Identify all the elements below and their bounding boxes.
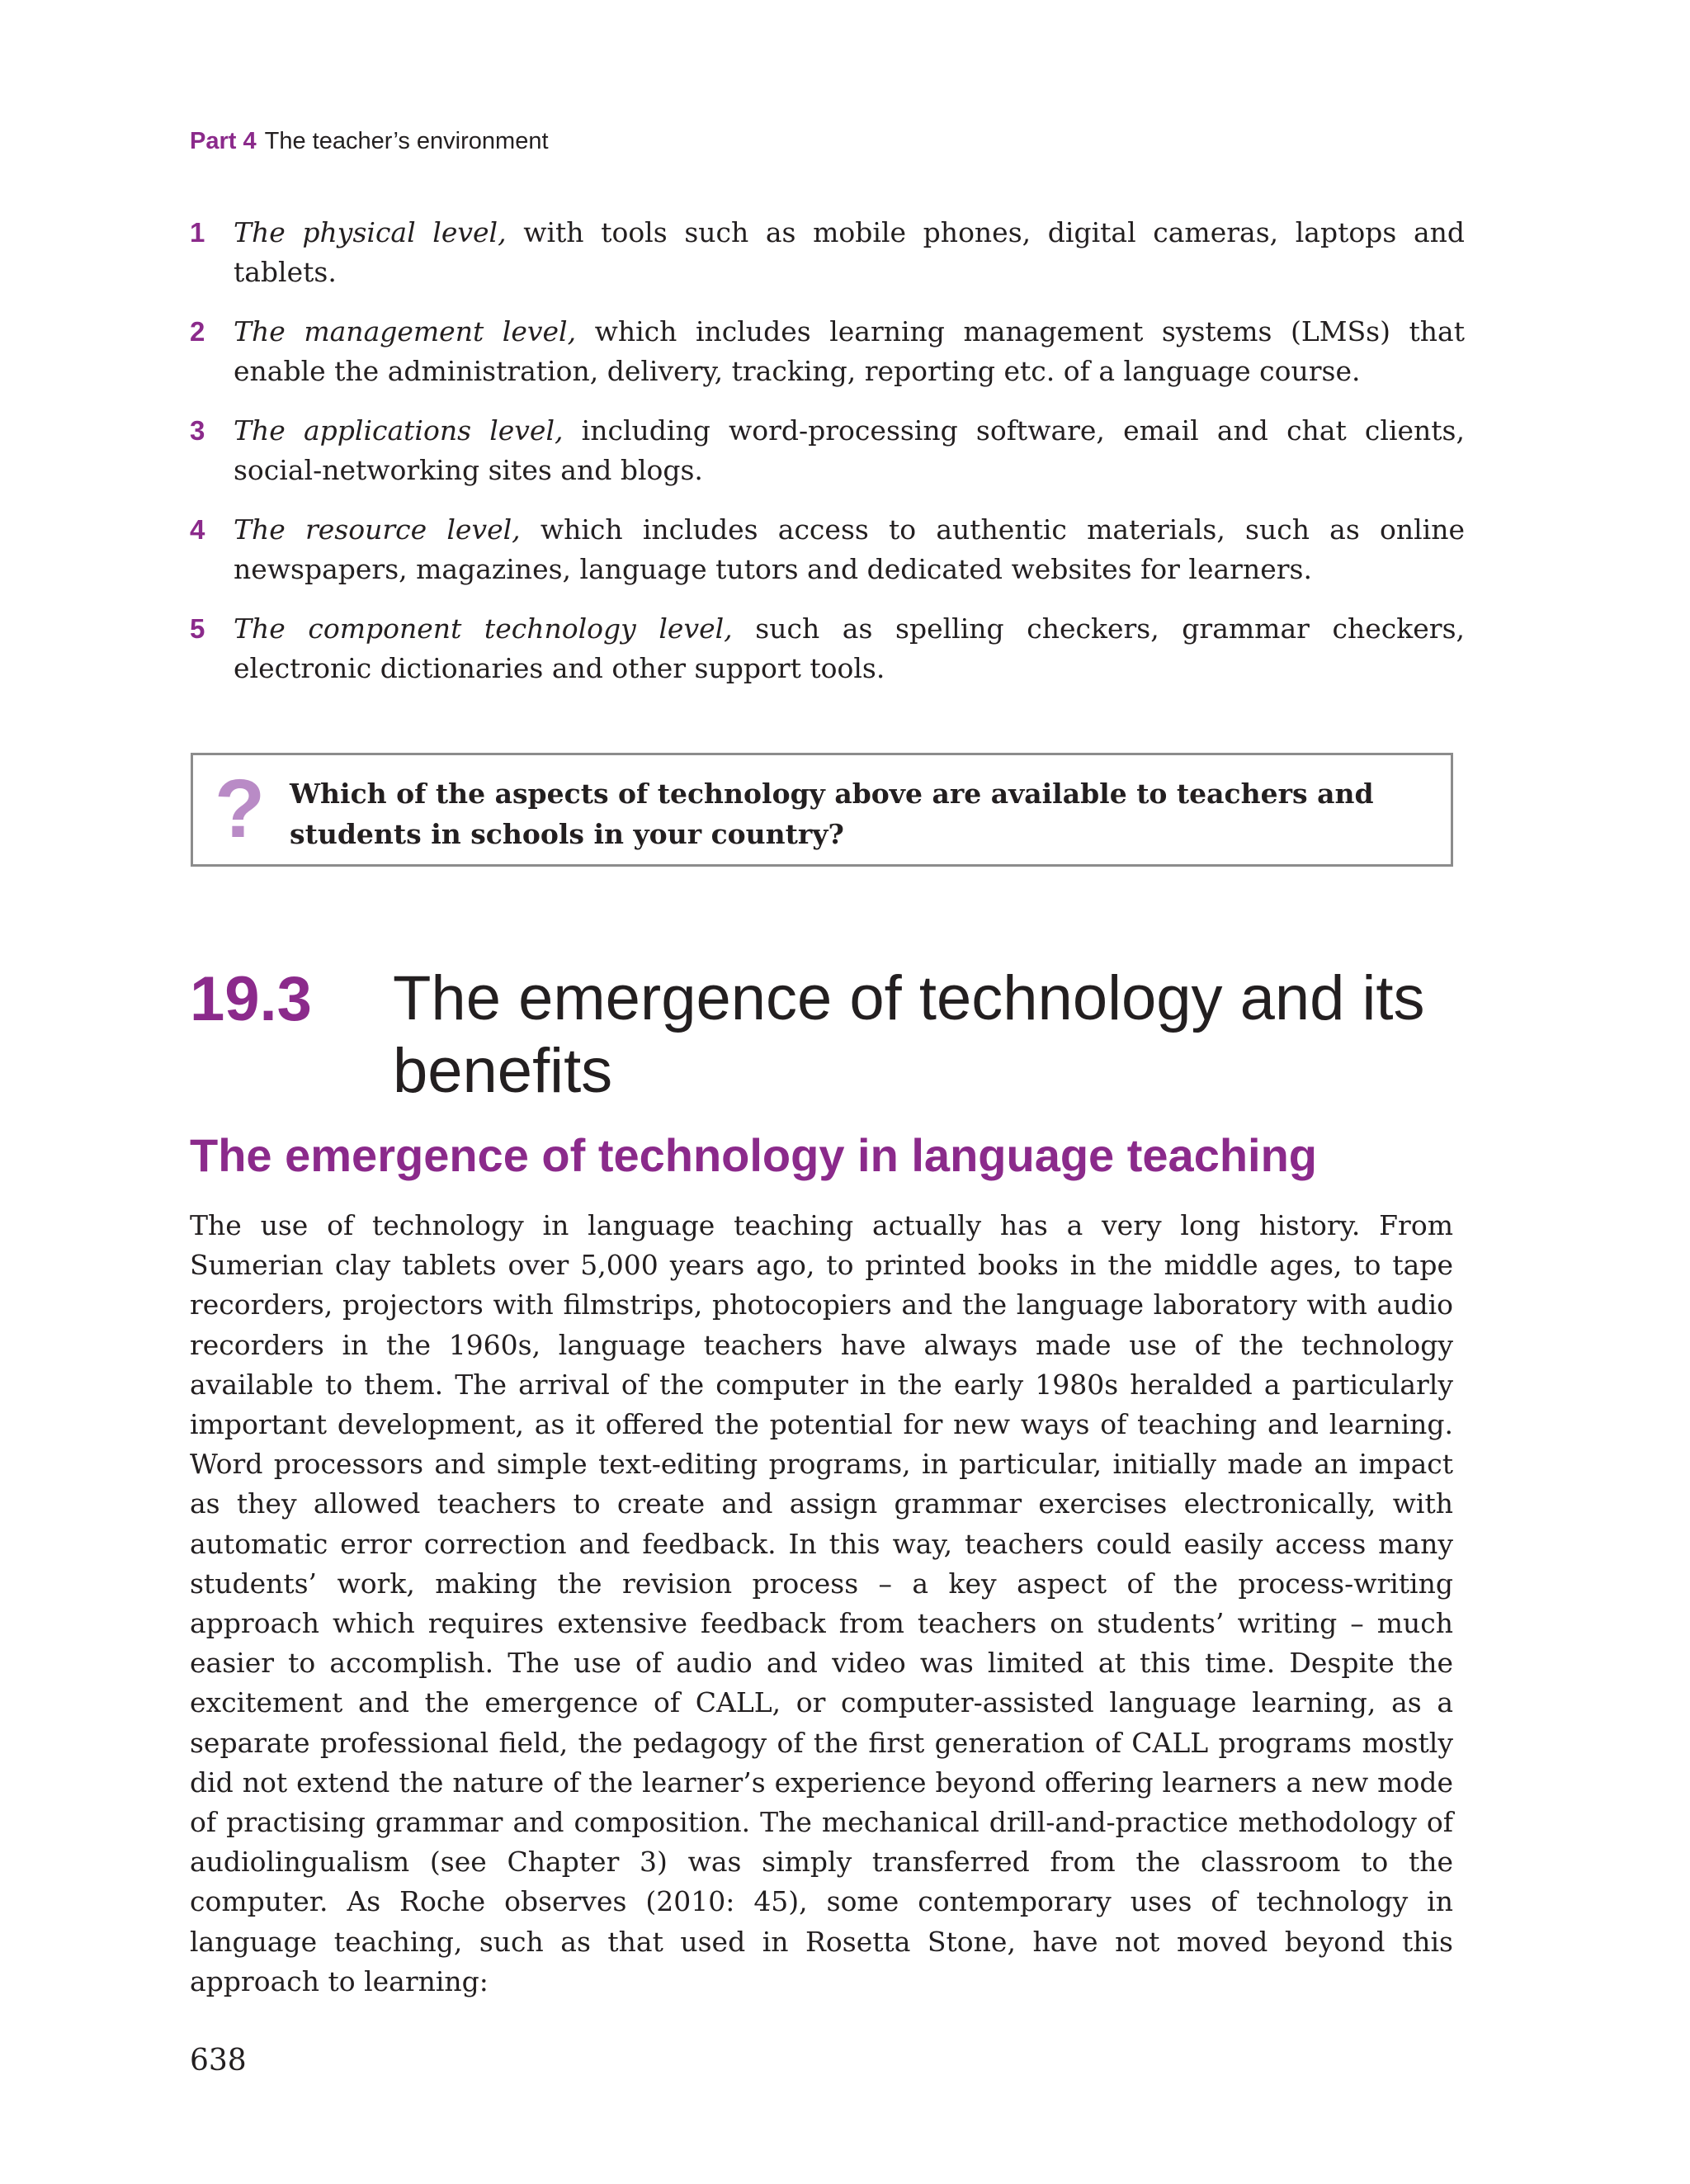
section-number: 19.3 [190,964,312,1034]
discussion-question-box [191,753,1453,867]
running-head-part: Part 4 [190,128,257,154]
page-number: 638 [190,2044,247,2078]
list-item-text: such as spelling checkers, grammar checkers, electronic dictionaries and other support tools. [234,612,1465,684]
list-item [190,609,1465,688]
list-item-number: 1 [190,217,205,248]
section-title: The emergence of technology and its benefits [393,963,1425,1106]
list-item-number: 3 [190,415,205,446]
running-head [190,128,549,155]
question-mark-icon: ? [215,763,266,855]
list-item-text: which includes learning management systems (LMSs) that enable the administration, delivery, tracking, reporting etc. of a language course. [234,315,1465,387]
list-item-term: The management level, [234,315,577,347]
running-head-title: The teacher’s environment [264,128,549,154]
technology-levels-list [190,213,1465,708]
list-item [190,312,1465,391]
list-item-number: 5 [190,613,205,644]
list-item [190,510,1465,589]
list-item-number: 2 [190,316,205,347]
list-item-text: with tools such as mobile phones, digital cameras, laptops and tablets. [234,216,1465,288]
list-item [190,213,1465,292]
subheading: The emergence of technology in language teaching [190,1129,1318,1181]
list-item-term: The component technology level, [234,612,733,645]
list-item-text: which includes access to authentic materials, such as online newspapers, magazines, language tutors and dedicated websites for learners. [234,513,1465,585]
body-paragraph: The use of technology in language teaching actually has a very long history. From Sumerian clay tablets over 5,000 years ago, to printed books in the middle ages, to tape recorders, projectors with filmstrips, photocopiers and the language laboratory with audio recorders in the 1960s, language teachers have always made use of the technology available to them. The arrival of the computer in the early 1980s heralded a particularly important development, as it offered the potential for new ways of teaching and learning. Word processors and simple text-editing programs, in particular, initially made an impact as they allowed teachers to create and assign grammar exercises electronically, with automatic error correction and feedback. In this way, teachers could easily access many students’ work, making the revision process – a key aspect of the process-writing approach which requires extensive feedback from teachers on students’ writing – much easier to accomplish. The use of audio and video was limited at this time. Despite the excitement and the emergence of CALL, or computer-assisted language learning, as a separate professional field, the pedagogy of the first generation of CALL programs mostly did not extend the nature of the learner’s experience beyond offering learners a new mode of practising grammar and composition. The mechanical drill-and-practice methodology of audiolingualism (see Chapter 3) was simply transferred from the classroom to the computer. As Roche observes (2010: 45), some contemporary uses of technology in language teaching, such as that used in Rosetta Stone, have not moved beyond this approach to learning: [190,1209,1453,1997]
list-item-term: The resource level, [234,513,521,546]
list-item-number: 4 [190,514,205,545]
list-item-text: including word-processing software, email and chat clients, social-networking sites and blogs. [234,414,1465,486]
discussion-question-text: Which of the aspects of technology above are available to teachers and students in schools in your country? [290,778,1374,850]
list-item-term: The physical level, [234,216,507,248]
list-item [190,411,1465,490]
list-item-term: The applications level, [234,414,564,447]
